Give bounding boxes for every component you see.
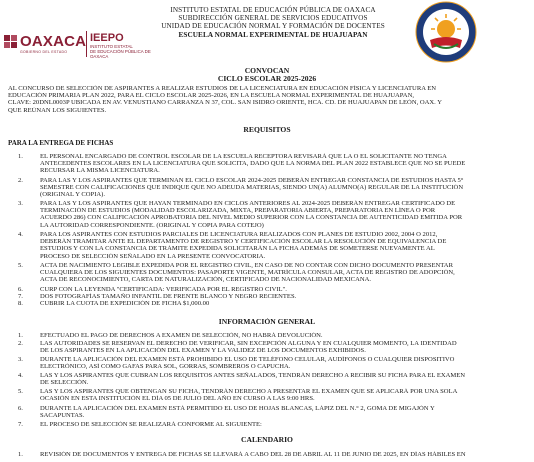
item-number: 3. [18,200,23,207]
item-line: EFECTUADO EL PAGO DE DERECHOS A EXAMEN DE SELECCIÓN, NO HABRÁ DEVOLUCIÓN. [40,332,323,339]
oaxaca-logo [4,33,86,57]
item-line: EL PROCESO DE SELECCIÓN SE REALIZARÁ CONFORME AL SIGUIENTE: [40,421,262,428]
item-line: RECURSAR LA MISMA LICENCIATURA. [40,167,160,175]
logo-divider [86,31,87,57]
item-line: CUALQUIERA DE LOS SIGUIENTES DOCUMENTOS: PASAPORTE VIGENTE, MATRÍCULA CONSULAR, ACTA DE REGISTRO DE ADOPCIÓN, [40,269,455,277]
item-line: DE SELECCIÓN. [40,379,89,387]
ieepo-logo [90,33,160,59]
item-number: 4. [18,231,23,238]
item-line: DEBERÁN TRAMITAR ANTE EL DEPARTAMENTO DE REGISTRO Y CERTIFICACIÓN ESCOLAR LA RESOLUCIÓN DE EQUIVALENCIA DE [40,238,447,246]
institution-heading [160,6,386,39]
intro-line: QUE REÚNAN LOS SIGUIENTES. [8,106,107,114]
calendario-title: CALENDARIO [241,436,293,444]
item-number: 7. [18,421,23,428]
item-line: CUBRIR LA CUOTA DE EXPEDICIÓN DE FICHA $1,000.00 [40,300,210,307]
item-line: DURANTE LA APLICACIÓN DEL EXAMEN ESTÁ PERMITIDO EL USO DE HOJAS BLANCAS, LÁPIZ DEL N.° 2, GOMA DE MIGAJÓN Y [40,405,435,412]
heading-line: SUBDIRECCIÓN GENERAL DE SERVICIOS EDUCATIVOS [178,14,368,23]
item-line: ACTA DE NACIMIENTO LEGIBLE EXPEDIDA POR EL REGISTRO CIVIL, EN CASO DE NO CONTAR CON DICHO DOCUMENTO PRESENTAR [40,262,453,269]
item-line: DE LOS ASPIRANTES EN LA APLICACIÓN DEL EXAMEN Y LA VALIDEZ DE LOS DOCUMENTOS EXHIBIDOS. [40,347,366,355]
item-line: PROCESO DE SELECCIÓN SEÑALADO EN LA PRESENTE CONVOCATORIA. [40,252,266,260]
item-line: SACAPUNTAS. [40,412,85,420]
school-seal-icon [414,0,478,64]
heading-line: UNIDAD DE EDUCACIÓN NORMAL Y FORMACIÓN DE DOCENTES [161,22,385,31]
oaxaca-emblem-icon [4,35,18,50]
heading-line-school: ESCUELA NORMAL EXPERIMENTAL DE HUAJUAPAN [178,30,368,39]
item-number: 1. [18,332,23,339]
item-line: (ORIGINAL Y COPIA). [40,191,106,199]
item-number: 2. [18,340,23,347]
intro-line: AL CONCURSO DE SELECCIÓN DE ASPIRANTES A REALIZAR ESTUDIOS DE LA LICENCIATURA EN EDUCACIÓN FÍSICA Y LICENCIATURA EN [8,85,437,92]
item-number: 4. [18,372,23,379]
item-number: 5. [18,262,23,269]
item-number: 5. [18,388,23,395]
item-line: DOS FOTOGRAFÍAS TAMAÑO INFANTIL DE FRENTE BLANCO Y NEGRO RECIENTES. [40,293,297,300]
item-number: 8. [18,300,23,307]
ieepo-subtitle-1: INSTITUTO ESTATAL [90,44,133,49]
heading-line: INSTITUTO ESTATAL DE EDUCACIÓN PÚBLICA DE OAXACA [170,6,376,14]
item-number: 1. [18,451,23,458]
item-number: 1. [18,153,23,160]
ieepo-wordmark: IEEPO [90,32,124,44]
item-number: 6. [18,405,23,412]
item-line: LA AUTORIDAD CORRESPONDIENTE. (ORIGINAL Y COPIA PARA COTEJO) [40,221,264,229]
item-line: OCASIÓN EN ESTA INSTITUCIÓN EL DÍA 05 DE JULIO DEL AÑO EN CURSO A LAS 9:00 HRS. [40,395,315,403]
oaxaca-subtitle: GOBIERNO DEL ESTADO [20,50,68,54]
info-title: INFORMACIÓN GENERAL [218,318,316,326]
item-line: PARA LOS ASPIRANTES CON ESTUDIOS PARCIALES DE LICENCIATURA REALIZADOS CON PLANES DE ESTUDIO 2002, 2004 O 2012, [40,231,438,238]
item-number: 6. [18,286,23,293]
entrega-title: PARA LA ENTREGA DE FICHAS [8,140,114,147]
oaxaca-wordmark: OAXACA [20,33,87,50]
item-line: CURP CON LA LEYENDA "CERTIFICADA: VERIFICADA POR EL REGISTRO CIVIL". [40,286,287,293]
item-line: ESTUDIOS Y CON LA CONSTANCIA DE TRÁMITE EXPEDIDA SOLICITARÁN LA FICHA ADEMÁS DE SOMETERSE NUEVAMENTE AL [40,245,435,253]
convocan-title: CONVOCAN [244,67,290,75]
item-line: PARA LAS Y LOS ASPIRANTES QUE HAYAN TERMINADO EN CICLOS ANTERIORES AL 2024-2025 DEBERÁN ENTREGAR CERTIFICADO DE [40,200,456,207]
ieepo-subtitle-2: DE EDUCACIÓN PÚBLICA DE OAXACA [90,49,151,59]
item-line: SEMESTRE CON CALIFICACIONES QUE INDIQUE QUE NO ADEUDA MATERIAS, SIENDO UN(A) ALUMNO(A) REGULAR DE LA INSTITUCIÓN [40,184,464,192]
ciclo-title: CICLO ESCOLAR 2025-2026 [217,75,317,83]
item-number: 2. [18,177,23,184]
intro-line: CLAVE: 20DNL0003P UBICADA EN AV. VENUSTIANO CARRANZA N 37, COL. SAN ISIDRO ORIENTE, HCA. CD. DE HUAJUAPAN DE LEÓN, OAX. Y [8,99,442,107]
item-number: 3. [18,356,23,363]
item-line: ANTECEDENTES ESCOLARES EN LA LICENCIATURA QUE SOLICITA, DADO QUE LA NORMA DEL PLAN 2022 ESTABLECE QUE NO SE PUEDE [40,160,466,168]
item-line: DURANTE LA APLICACIÓN DEL EXAMEN ESTÁ PROHIBIDO EL USO DE TELÉFONO CELULAR, AUDÍFONOS O CUALQUIER DISPOSITIVO [40,356,455,363]
item-number: 7. [18,293,23,300]
item-line: REVISIÓN DE DOCUMENTOS Y ENTREGA DE FICHAS SE LLEVARÁ A CABO DEL 28 DE ABRIL AL 11 DE JUNIO DE 2025, EN DÍAS HÁBILES EN [40,451,466,458]
intro-line: EDUCACIÓN PRIMARIA PLAN 2022, PARA EL CICLO ESCOLAR 2025-2026, EN LA ESCUELA NORMAL EXPERIMENTAL DE HUAJUAPAN, [8,92,414,100]
item-line: LAS Y LOS ASPIRANTES QUE OBTENGAN SU FICHA, TENDRÁN DERECHO A PRESENTAR EL EXAMEN QUE SE APLICARÁ POR UNA SOLA [40,388,458,395]
item-line: ACUERDO 286) CON CALIFICACIÓN APROBATORIA DEL NIVEL MEDIO SUPERIOR CON LA CONSTANCIA DE AUTENTICIDAD EMITIDA POR [40,214,463,222]
item-line: ELECTRÓNICO, ASÍ COMO GAFAS PARA SOL, GORRAS, SOMBREROS O CAPUCHA. [40,363,291,371]
item-line: LAS AUTORIDADES SE RESERVAN EL DERECHO DE VERIFICAR, SIN EXCEPCIÓN ALGUNA Y EN CUALQUIER MOMENTO, LA IDENTIDAD [40,340,457,347]
letterhead [0,0,534,64]
item-line: LAS Y LOS ASPIRANTES QUE CUBRAN LOS REQUISITOS ANTES SEÑALADOS, TENDRÁN DERECHO A RECIBIR SU FICHA PARA EL EXAMEN [40,372,466,379]
item-line: ACTA DE RECONOCIMIENTO, CARTA DE NATURALIZACIÓN, CERTIFICADO DE NACIONALIDAD MEXICANA. [40,276,371,284]
item-line: TERMINACIÓN DE ESTUDIOS (MODALIDAD ESCOLARIZADA, MIXTA, PREPARATORIA ABIERTA, PREPARATORIA EN LÍNEA O POR [40,207,436,215]
item-line: PARA LAS Y LOS ASPIRANTES QUE TERMINAN EL CICLO ESCOLAR 2024-2025 DEBERÁN ENTREGAR CONSTANCIA DE ESTUDIOS HASTA 5° [40,177,464,184]
item-line: EL PERSONAL ENCARGADO DE CONTROL ESCOLAR DE LA ESCUELA RECEPTORA REVISARÁ QUE LA O EL SOLICITANTE NO TENGA [40,153,447,160]
requisitos-title: REQUISITOS [243,126,291,134]
